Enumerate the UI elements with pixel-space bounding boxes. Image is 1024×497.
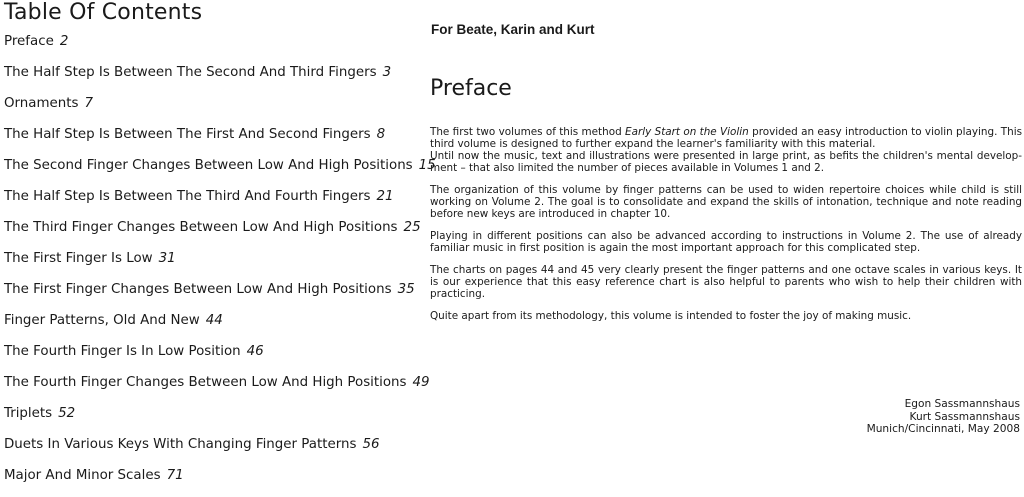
toc-entry-title: The Half Step Is Between The Second And Third Fingers bbox=[4, 65, 377, 80]
toc-entry-title: The First Finger Changes Between Low And High Positions bbox=[4, 282, 392, 297]
toc-entry-page: 52 bbox=[58, 406, 76, 421]
toc-entry-page: 8 bbox=[376, 127, 386, 142]
toc-entry bbox=[4, 280, 436, 311]
toc-entry bbox=[4, 342, 436, 373]
toc-entry-title: The Fourth Finger Is In Low Position bbox=[4, 344, 241, 359]
preface-text: The first two volumes of this method bbox=[430, 126, 626, 138]
toc-entry-title: The Fourth Finger Changes Between Low And High Positions bbox=[4, 375, 407, 390]
toc-entry bbox=[4, 32, 436, 63]
toc-entry-page: 25 bbox=[403, 220, 421, 235]
toc-entry-page: 7 bbox=[84, 96, 94, 111]
toc-entry bbox=[4, 125, 436, 156]
toc-entry-title: Ornaments bbox=[4, 96, 79, 111]
toc-entry bbox=[4, 435, 436, 466]
author-name: Egon Sassmannshaus bbox=[904, 398, 1020, 410]
toc-list bbox=[4, 32, 436, 497]
preface-paragraph bbox=[430, 126, 1022, 150]
toc-entry bbox=[4, 94, 436, 125]
toc-entry-page: 35 bbox=[397, 282, 415, 297]
signature-block bbox=[867, 398, 1020, 436]
toc-entry-page: 46 bbox=[246, 344, 264, 359]
preface-paragraph: The organization of this volume by finger patterns can be used to widen repertoire choices while child is still working on Volume 2. The goal is to consolidate and expand the skills of intonation, technique and note reading before new keys are introduced in chapter 10. bbox=[430, 184, 1022, 220]
preface-paragraph: Playing in different positions can also be advanced according to instructions in Volume 2. The use of already familiar music in first position is again the most important approach for this complicated step. bbox=[430, 230, 1022, 254]
toc-entry-page: 21 bbox=[376, 189, 394, 204]
preface-heading: Preface bbox=[430, 76, 512, 101]
toc-entry bbox=[4, 404, 436, 435]
toc-entry-page: 44 bbox=[205, 313, 223, 328]
toc-entry-title: Triplets bbox=[4, 406, 53, 421]
toc-entry-page: 15 bbox=[418, 158, 436, 173]
toc-entry-title: Finger Patterns, Old And New bbox=[4, 313, 200, 328]
toc-entry-title: The Half Step Is Between The First And Second Fingers bbox=[4, 127, 371, 142]
preface-body bbox=[430, 126, 1022, 332]
toc-entry-page: 56 bbox=[362, 437, 380, 452]
preface-paragraph: The charts on pages 44 and 45 very clearly present the finger patterns and one octave scales in various keys. It is our experience that this easy reference chart is also helpful to parents who wish to help their children with practicing. bbox=[430, 264, 1022, 300]
toc-entry-title: Major And Minor Scales bbox=[4, 468, 161, 483]
toc-entry-page: 3 bbox=[382, 65, 392, 80]
toc-entry-page: 49 bbox=[412, 375, 430, 390]
toc-entry bbox=[4, 218, 436, 249]
toc-entry-page: 71 bbox=[166, 468, 184, 483]
toc-entry-title: The First Finger Is Low bbox=[4, 251, 153, 266]
author-name: Kurt Sassmannshaus bbox=[909, 410, 1020, 423]
toc-entry bbox=[4, 63, 436, 94]
preface-paragraph: Until now the music, text and illustrations were presented in large print, as befits the children's mental develop-ment – that also limited the number of pieces available in Volumes 1 and 2. bbox=[430, 150, 1022, 174]
toc-entry bbox=[4, 249, 436, 280]
book-title-italic: Early Start on the Violin bbox=[625, 126, 749, 138]
dedication: For Beate, Karin and Kurt bbox=[431, 22, 595, 37]
toc-entry-title: The Third Finger Changes Between Low And High Positions bbox=[4, 220, 398, 235]
toc-entry bbox=[4, 311, 436, 342]
toc-entry-title: Preface bbox=[4, 34, 54, 49]
toc-entry-title: The Half Step Is Between The Third And Fourth Fingers bbox=[4, 189, 371, 204]
toc-title: Table Of Contents bbox=[4, 0, 203, 25]
place-date: Munich/Cincinnati, May 2008 bbox=[866, 423, 1020, 435]
toc-entry bbox=[4, 373, 436, 404]
toc-entry-title: Duets In Various Keys With Changing Finger Patterns bbox=[4, 437, 357, 452]
toc-entry-title: The Second Finger Changes Between Low And High Positions bbox=[4, 158, 413, 173]
toc-entry bbox=[4, 187, 436, 218]
preface-text: provided an easy introduction to violin playing. This third volume is designed to further expand the learner's familiarity with this material. bbox=[430, 126, 1022, 150]
toc-entry bbox=[4, 156, 436, 187]
toc-entry bbox=[4, 466, 436, 497]
preface-paragraph: Quite apart from its methodology, this volume is intended to foster the joy of making music. bbox=[430, 310, 912, 322]
toc-entry-page: 2 bbox=[59, 34, 69, 49]
toc-entry-page: 31 bbox=[158, 251, 176, 266]
